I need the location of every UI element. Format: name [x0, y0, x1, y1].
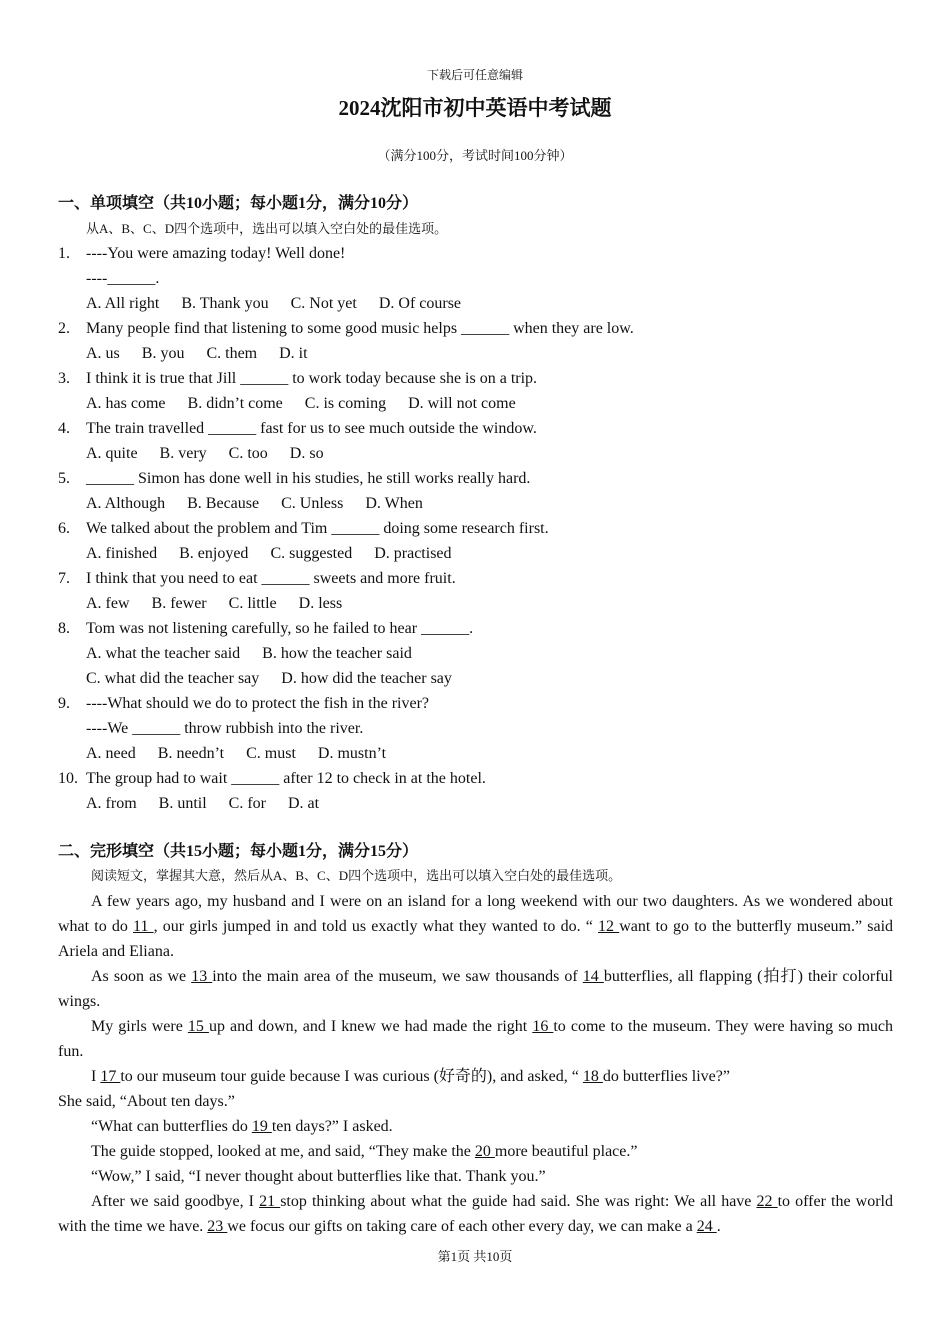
- answer-option: C. Unless: [281, 495, 344, 512]
- cloze-blank: 18: [582, 1068, 603, 1085]
- question-text: The group had to wait ______ after 12 to check in at the hotel.: [86, 770, 486, 787]
- cloze-text: more beautiful place.”: [494, 1143, 638, 1160]
- cloze-blank: 19: [251, 1118, 272, 1135]
- answer-options: [86, 791, 341, 816]
- answer-option: B. didn’t come: [187, 395, 283, 412]
- answer-option: D. how did the teacher say: [281, 670, 452, 687]
- answer-option: B. until: [158, 795, 207, 812]
- cloze-blank: 12: [598, 918, 620, 935]
- answer-option: C. what did the teacher say: [86, 670, 260, 687]
- cloze-text: “What can butterflies do: [91, 1118, 252, 1135]
- answer-option: B. how the teacher said: [262, 645, 412, 662]
- question-text: ______ Simon has done well in his studies, he still works really hard.: [86, 470, 531, 487]
- answer-option: D. so: [289, 445, 324, 462]
- answer-option: C. them: [206, 345, 258, 362]
- answer-options: [86, 666, 474, 691]
- answer-option: D. less: [298, 595, 343, 612]
- cloze-text: into the main area of the museum, we saw thousands of: [212, 968, 583, 985]
- answer-options: [86, 391, 538, 416]
- answer-option: A. us: [86, 345, 120, 362]
- cloze-text: A few years ago, my husband and I were on an island for a long weekend with our two daughters. As we wondered about what to do: [58, 893, 893, 935]
- question-number: 7.: [58, 570, 70, 587]
- answer-option: A. what the teacher said: [86, 645, 241, 662]
- answer-option: A. has come: [86, 395, 166, 412]
- answer-option: D. Of course: [378, 295, 462, 312]
- answer-options: [86, 741, 408, 766]
- answer-option: C. suggested: [270, 545, 353, 562]
- cloze-paragraph-4: [58, 1064, 893, 1089]
- question-text: I think that you need to eat ______ sweets and more fruit.: [86, 570, 456, 587]
- cloze-blank: 20: [474, 1143, 495, 1160]
- answer-options: [86, 641, 434, 666]
- answer-option: B. very: [159, 445, 207, 462]
- answer-options: [86, 541, 474, 566]
- answer-option: A. few: [86, 595, 130, 612]
- cloze-blank: 17: [100, 1068, 121, 1085]
- section2-heading: 二、完形填空（共15小题；每小题1分，满分15分）: [58, 843, 419, 860]
- cloze-blank: 22: [756, 1193, 778, 1210]
- answer-option: B. enjoyed: [179, 545, 249, 562]
- page-title: 2024沈阳市初中英语中考试题: [338, 96, 612, 120]
- cloze-text: butterflies, all flapping (拍打) their colorful wings.: [58, 968, 894, 1010]
- cloze-text: do butterflies live?”: [602, 1068, 730, 1085]
- cloze-text: want to go to the butterfly museum.” said Ariela and Eliana.: [58, 918, 894, 960]
- page-number: 第1页 共10页: [437, 1249, 513, 1264]
- cloze-text: stop thinking about what the guide had said. She was right: We all have: [280, 1193, 757, 1210]
- question-text: Tom was not listening carefully, so he failed to hear ______.: [86, 620, 474, 637]
- answer-option: D. practised: [374, 545, 452, 562]
- answer-option: A. from: [86, 795, 137, 812]
- answer-option: D. will not come: [408, 395, 516, 412]
- answer-options: [86, 341, 330, 366]
- cloze-blank: 15: [187, 1018, 209, 1035]
- cloze-text: we focus our gifts on taking care of each other every day, we can make a: [227, 1218, 697, 1235]
- answer-option: A. All right: [86, 295, 160, 312]
- question-text: The train travelled ______ fast for us to see much outside the window.: [86, 420, 537, 437]
- answer-options: [86, 491, 445, 516]
- question-number: 9.: [58, 695, 70, 712]
- cloze-paragraph-9: [58, 1189, 893, 1239]
- answer-option: B. needn’t: [157, 745, 225, 762]
- cloze-paragraph-8: “Wow,” I said, “I never thought about butterflies like that. Thank you.”: [91, 1168, 546, 1185]
- question-number: 10.: [58, 770, 78, 787]
- question-number: 4.: [58, 420, 70, 437]
- cloze-paragraph-6: [58, 1114, 893, 1139]
- question-text: ----What should we do to protect the fish in the river?: [86, 695, 429, 712]
- answer-option: B. Thank you: [181, 295, 269, 312]
- answer-option: C. Not yet: [290, 295, 357, 312]
- question-text: ----You were amazing today! Well done!: [86, 245, 346, 262]
- cloze-blank: 23: [207, 1218, 228, 1235]
- answer-option: C. for: [228, 795, 266, 812]
- answer-option: D. it: [279, 345, 308, 362]
- cloze-paragraph-3: [58, 1014, 893, 1064]
- question-number: 6.: [58, 520, 70, 537]
- question-text: ----We ______ throw rubbish into the river.: [86, 720, 364, 737]
- question-number: 8.: [58, 620, 70, 637]
- header-note: 下载后可任意编辑: [426, 68, 523, 82]
- question-number: 2.: [58, 320, 70, 337]
- answer-option: B. you: [141, 345, 185, 362]
- answer-option: B. fewer: [151, 595, 207, 612]
- cloze-text: My girls were: [91, 1018, 188, 1035]
- answer-option: B. Because: [187, 495, 260, 512]
- cloze-paragraph-7: [58, 1139, 893, 1164]
- cloze-text: , our girls jumped in and told us exactly what they wanted to do. “: [153, 918, 599, 935]
- cloze-paragraph-1: [58, 889, 893, 964]
- cloze-blank: 24: [696, 1218, 717, 1235]
- cloze-text: to come to the museum. They were having so much fun.: [58, 1018, 894, 1060]
- cloze-text: to offer the world with the time we have.: [58, 1193, 893, 1235]
- cloze-text: .: [716, 1218, 721, 1235]
- answer-option: D. mustn’t: [317, 745, 387, 762]
- section1-instruction: 从A、B、C、D四个选项中，选出可以填入空白处的最佳选项。: [86, 221, 448, 236]
- question-number: 3.: [58, 370, 70, 387]
- answer-option: D. When: [365, 495, 423, 512]
- answer-option: C. must: [246, 745, 296, 762]
- question-text: Many people find that listening to some good music helps ______ when they are low.: [86, 320, 634, 337]
- answer-option: A. quite: [86, 445, 138, 462]
- answer-options: [86, 291, 483, 316]
- cloze-blank: 11: [133, 918, 154, 935]
- cloze-text: up and down, and I knew we had made the right: [208, 1018, 533, 1035]
- cloze-text: After we said goodbye, I: [91, 1193, 260, 1210]
- answer-option: C. little: [228, 595, 277, 612]
- cloze-text: As soon as we: [91, 968, 192, 985]
- question-number: 5.: [58, 470, 70, 487]
- question-number: 1.: [58, 245, 70, 262]
- cloze-paragraph-2: [58, 964, 893, 1014]
- cloze-text: to our museum tour guide because I was curious (好奇的), and asked, “: [120, 1068, 583, 1085]
- answer-options: [86, 591, 364, 616]
- cloze-blank: 16: [532, 1018, 554, 1035]
- section1-heading: 一、单项填空（共10小题；每小题1分，满分10分）: [58, 195, 419, 212]
- answer-option: A. Although: [86, 495, 166, 512]
- section2-instruction: 阅读短文，掌握其大意，然后从A、B、C、D四个选项中，选出可以填入空白处的最佳选项。: [91, 868, 622, 883]
- exam-info: （满分100分，考试时间100分钟）: [377, 148, 573, 163]
- answer-option: C. is coming: [304, 395, 387, 412]
- answer-option: A. finished: [86, 545, 158, 562]
- question-text: ----______.: [86, 270, 160, 287]
- answer-options: [86, 441, 346, 466]
- question-text: I think it is true that Jill ______ to work today because she is on a trip.: [86, 370, 538, 387]
- answer-option: A. need: [86, 745, 136, 762]
- cloze-blank: 21: [259, 1193, 281, 1210]
- cloze-blank: 14: [582, 968, 604, 985]
- answer-option: D. at: [288, 795, 320, 812]
- cloze-text: ten days?” I asked.: [271, 1118, 393, 1135]
- question-text: We talked about the problem and Tim ______ doing some research first.: [86, 520, 549, 537]
- answer-option: C. too: [228, 445, 268, 462]
- cloze-text: The guide stopped, looked at me, and said, “They make the: [91, 1143, 475, 1160]
- cloze-text: I: [91, 1068, 101, 1085]
- cloze-paragraph-5: She said, “About ten days.”: [58, 1093, 235, 1110]
- cloze-blank: 13: [191, 968, 213, 985]
